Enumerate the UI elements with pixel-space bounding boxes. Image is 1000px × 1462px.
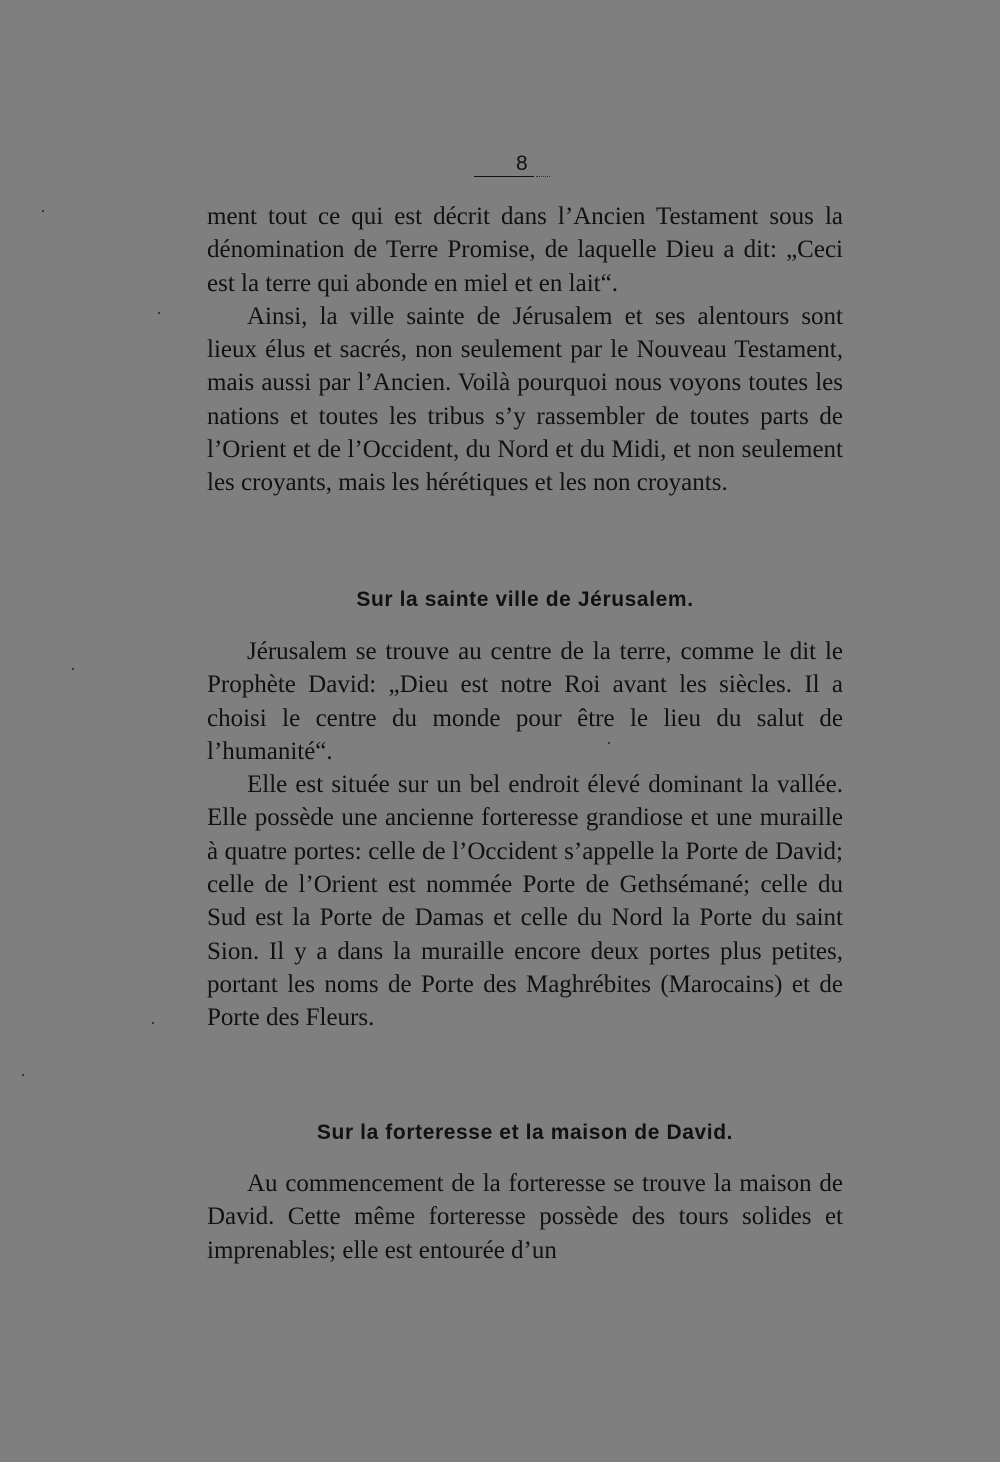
paragraph-maison-david: Au commencement de la forteresse se trouve la maison de David. Cette même forteresse possède des tours solides et imprenables; elle est entourée d’un xyxy=(207,1170,843,1264)
section-heading-forteresse: Sur la forteresse et la maison de David. xyxy=(316,1121,734,1144)
page-number-rule xyxy=(474,176,534,177)
scan-speck xyxy=(72,668,74,670)
section-jerusalem xyxy=(207,588,843,612)
section-heading-jerusalem: Sur la sainte ville de Jérusalem. xyxy=(356,588,694,611)
scan-speck xyxy=(152,1022,154,1024)
top-text-block xyxy=(207,200,843,500)
page-number-dots xyxy=(536,176,550,177)
scan-speck xyxy=(158,312,160,314)
scan-speck xyxy=(42,210,44,212)
section-jerusalem-body xyxy=(207,635,843,1035)
paragraph-jerusalem-portes: Elle est située sur un bel endroit élevé dominant la vallée. Elle possède une ancienne forteresse grandiose et une muraille à quatre portes: celle de l’Occident s’appelle la Porte de David; celle de l’Orient est nommée Porte de Gethsémané; celle du Sud est la Porte de Damas et celle du Nord la Porte du saint Sion. Il y a dans la muraille encore deux portes plus petites, portant les noms de Porte des Maghrébites (Marocains) et de Porte des Fleurs. xyxy=(207,771,843,1032)
page-number-text: 8 xyxy=(516,152,528,175)
section-forteresse-body xyxy=(207,1167,843,1267)
paragraph-ainsi: Ainsi, la ville sainte de Jérusalem et ses alentours sont lieux élus et sacrés, non seulement par le Nouveau Testament, mais aussi par l’Ancien. Voilà pourquoi nous voyons toutes les nations et toutes les tribus s’y rassembler de toutes parts de l’Orient et de l’Occident, du Nord et du Midi, et non seulement les croyants, mais les hérétiques et les non croyants. xyxy=(207,302,843,497)
paragraph-continuation: ment tout ce qui est décrit dans l’Ancien Testament sous la dénomination de Terre Promise, de laquelle Dieu a dit: „Ceci est la terre qui abonde en miel et en lait“. xyxy=(207,203,843,297)
paragraph-jerusalem-centre: Jérusalem se trouve au centre de la terre, comme le dit le Prophète David: „Dieu est notre Roi avant les siècles. Il a choisi le centre du monde pour être le lieu du salut de l’humanité“. xyxy=(207,638,843,765)
scan-speck xyxy=(22,1074,24,1076)
section-forteresse xyxy=(207,1121,843,1145)
scan-speck xyxy=(608,742,610,744)
